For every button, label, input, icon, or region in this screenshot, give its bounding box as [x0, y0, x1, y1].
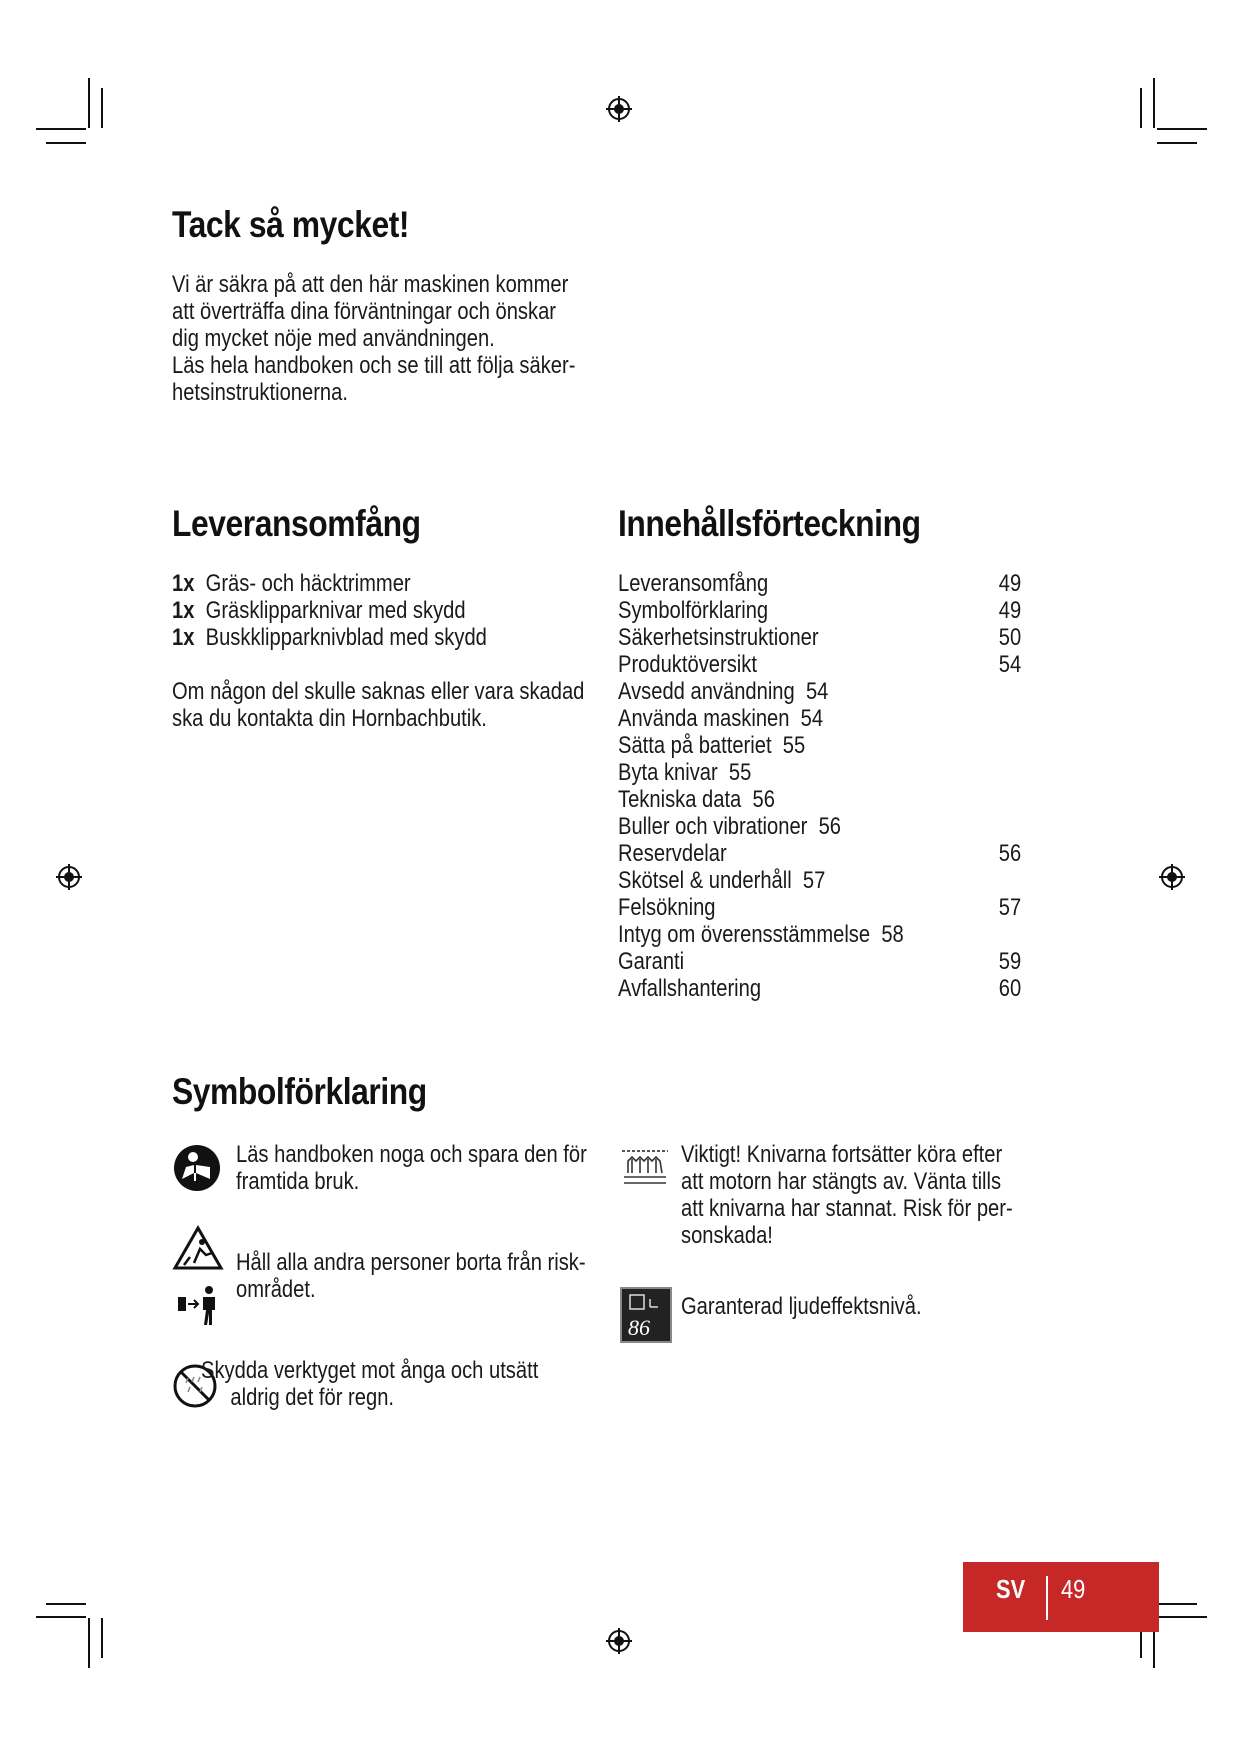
- toc-entry-page: 54: [998, 651, 1022, 678]
- read-manual-icon: [172, 1143, 222, 1193]
- text-line: Garanterad ljudeffektsnivå.: [681, 1293, 922, 1320]
- toc-entry: [618, 570, 1021, 597]
- symbols-title: Symbolförklaring: [172, 1071, 427, 1112]
- toc-entry: [618, 813, 1021, 840]
- sound-level-value: 86: [628, 1315, 650, 1340]
- list-item: [172, 624, 487, 651]
- toc-entry: [618, 921, 1021, 948]
- item-qty: 1x: [172, 570, 195, 597]
- toc-entry-title: Avsedd användning: [618, 678, 795, 705]
- toc-entry-page: 56: [818, 813, 842, 840]
- symbol-text-read-manual: [236, 1141, 587, 1195]
- toc-entry-title: Använda maskinen: [618, 705, 790, 732]
- symbol-text-no-rain: [201, 1357, 538, 1411]
- keep-away-icon: [176, 1283, 222, 1327]
- toc-entry: [618, 705, 1021, 732]
- delivery-list: [172, 570, 487, 651]
- registration-mark-bottom-icon: [604, 1626, 634, 1656]
- toc-entry-page: 49: [998, 597, 1022, 624]
- page-footer-tab: [963, 1562, 1159, 1632]
- text-line: framtida bruk.: [236, 1168, 360, 1195]
- toc-entry-title: Tekniska data: [618, 786, 742, 813]
- toc-entry: [618, 975, 1021, 1002]
- toc-entry: [618, 840, 1021, 867]
- toc-entry-page: 55: [728, 759, 752, 786]
- text-line: Om någon del skulle saknas eller vara skadad: [172, 678, 585, 705]
- toc-entry-title: Symbolförklaring: [618, 597, 769, 624]
- toc-entry-title: Intyg om överensstämmelse: [618, 921, 871, 948]
- item-text: Gräs- och häcktrimmer: [205, 570, 411, 597]
- toc-entry-page: 57: [802, 867, 826, 894]
- toc-entry-page: 57: [998, 894, 1022, 921]
- toc-entry-page: 59: [998, 948, 1022, 975]
- page-number: 49: [1061, 1574, 1086, 1604]
- item-text: Gräsklipparknivar med skydd: [205, 597, 466, 624]
- registration-mark-top-icon: [604, 94, 634, 124]
- toc-entry-page: 49: [998, 570, 1022, 597]
- toc-entry-page: 54: [805, 678, 829, 705]
- toc-entry-page: 50: [998, 624, 1022, 651]
- toc-entry: [618, 867, 1021, 894]
- symbol-text-keep-away: [236, 1249, 586, 1303]
- text-line: sonskada!: [681, 1222, 773, 1249]
- text-line: Läs handboken noga och spara den för: [236, 1141, 587, 1168]
- toc-entry: [618, 597, 1021, 624]
- text-line: Läs hela handboken och se till att följa säker-: [172, 352, 576, 379]
- toc-entry: [618, 732, 1021, 759]
- text-line: Viktigt! Knivarna fortsätter köra efter: [681, 1141, 1003, 1168]
- toc-entry-page: 55: [782, 732, 806, 759]
- toc-entry: [618, 786, 1021, 813]
- toc-entry-page: 54: [800, 705, 824, 732]
- text-line: att motorn har stängts av. Vänta tills: [681, 1168, 1002, 1195]
- list-item: [172, 570, 487, 597]
- toc-entry: [618, 678, 1021, 705]
- toc-entry-title: Reservdelar: [618, 840, 727, 867]
- footer-divider: [1046, 1576, 1048, 1620]
- sound-level-icon: [620, 1287, 672, 1343]
- toc-entry-title: Produktöversikt: [618, 651, 757, 678]
- toc-entry: [618, 894, 1021, 921]
- toc-entry-page: 58: [881, 921, 904, 948]
- warning-triangle-icon: [172, 1225, 224, 1271]
- toc-entry: [618, 624, 1021, 651]
- text-line: att överträffa dina förväntningar och önskar: [172, 298, 557, 325]
- item-text: Buskklipparknivblad med skydd: [205, 624, 487, 651]
- toc-entry-title: Leveransomfång: [618, 570, 769, 597]
- toc-list: [618, 570, 1021, 1002]
- language-code: SV: [996, 1574, 1026, 1604]
- toc-entry-page: 60: [998, 975, 1022, 1002]
- text-line: aldrig det för regn.: [230, 1384, 395, 1411]
- blades-coast-icon: [620, 1145, 670, 1191]
- delivery-note: [172, 678, 584, 732]
- toc-entry-page: 56: [752, 786, 775, 813]
- toc-entry-title: Avfallshantering: [618, 975, 762, 1002]
- item-qty: 1x: [172, 624, 195, 651]
- thanks-title: Tack så mycket!: [172, 204, 410, 245]
- text-line: Håll alla andra personer borta från risk-: [236, 1249, 586, 1276]
- item-qty: 1x: [172, 597, 195, 624]
- toc-title: Innehållsförteckning: [618, 503, 921, 544]
- text-line: området.: [236, 1276, 316, 1303]
- text-line: att knivarna har stannat. Risk för per-: [681, 1195, 1013, 1222]
- symbol-text-sound-level: [681, 1293, 922, 1320]
- toc-entry-title: Säkerhetsinstruktioner: [618, 624, 819, 651]
- toc-entry-title: Garanti: [618, 948, 685, 975]
- text-line: Vi är säkra på att den här maskinen kommer: [172, 271, 569, 298]
- list-item: [172, 597, 487, 624]
- toc-entry-title: Skötsel & underhåll: [618, 867, 792, 894]
- symbol-text-blades-coast: [681, 1141, 1013, 1249]
- toc-entry-title: Byta knivar: [618, 759, 718, 786]
- registration-mark-left-icon: [54, 862, 84, 892]
- toc-entry-title: Sätta på batteriet: [618, 732, 772, 759]
- text-line: ska du kontakta din Hornbachbutik.: [172, 705, 487, 732]
- toc-entry-page: 56: [998, 840, 1022, 867]
- text-line: Skydda verktyget mot ånga och utsätt: [201, 1357, 539, 1384]
- toc-entry: [618, 651, 1021, 678]
- toc-entry: [618, 948, 1021, 975]
- toc-entry: [618, 759, 1021, 786]
- toc-entry-title: Felsökning: [618, 894, 716, 921]
- toc-entry-title: Buller och vibrationer: [618, 813, 808, 840]
- text-line: hetsinstruktionerna.: [172, 379, 348, 406]
- thanks-paragraph: [172, 271, 575, 406]
- delivery-title: Leveransomfång: [172, 503, 421, 544]
- text-line: dig mycket nöje med användningen.: [172, 325, 495, 352]
- registration-mark-right-icon: [1157, 862, 1187, 892]
